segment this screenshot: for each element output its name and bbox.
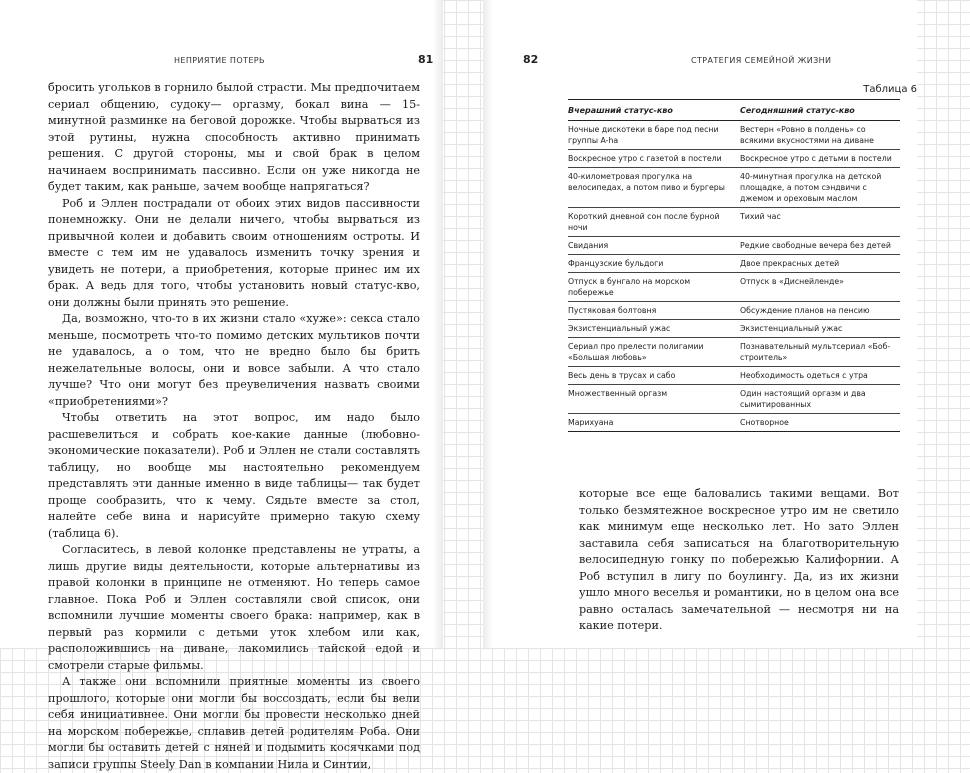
left-paragraph: Роб и Эллен пострадали от обоих этих видов пассивности понемножку. Они не делали ничего, чтобы вырваться из привычной колеи и добавить своим отношениям остроты. И вместе с тем им не удавалось изменить точку зрения и увидеть не потери, а приобретения, которые принес им их брак. А ведь для того, чтобы установить новый статус-кво, они должны были принять это решение. xyxy=(48,196,420,309)
left-paragraph: А также они вспомнили приятные моменты из своего прошлого, которые они могли бы воссоздать, если бы вели себя инициативнее. Они могли бы провести несколько дней на морском побережье, сплавив детей родителям Роба. Они могли бы оставить детей с няней и подымить косячками под записи группы Steely Dan в компании Нила и Синтии, xyxy=(48,675,420,771)
right-page xyxy=(483,0,917,648)
left-body-text xyxy=(48,80,420,773)
cell-yesterday: Пустяковая болтовня xyxy=(568,302,734,320)
left-paragraph: Чтобы ответить на этот вопрос, им надо было расшевелиться и собрать кое-какие данные (любовно-экономические показатели). Роб и Эллен не стали составлять таблицу, но вообще мы настоятельно рекомендуем представлять эти данные именно в виде таблицы— так будет проще сообразить, что к чему. Сядьте вместе за стол, налейте себе вина и нарисуйте примерно такую схему (таблица 6). xyxy=(48,411,420,540)
table-row xyxy=(568,168,900,208)
right-paragraph: которые все еще баловались такими вещами. Вот только безмятежное воскресное утро им не светило как минимум еще несколько лет. Но зато Эллен заставила себя записаться на благотворительную велосипедную гонку по побережью Калифорнии. А Роб вступил в лигу по боулингу. Да, из их жизни ушло много веселья и романтики, но в целом она все равно осталась замечательной — несмотря ни на какие потери. xyxy=(579,487,899,632)
table-row xyxy=(568,367,900,385)
cell-today: Снотворное xyxy=(734,414,900,432)
table-row xyxy=(568,273,900,302)
left-running-head: НЕПРИЯТИЕ ПОТЕРЬ xyxy=(174,56,265,65)
cell-yesterday: 40-километровая прогулка на велосипедах, а потом пиво и бургеры xyxy=(568,168,734,208)
cell-yesterday: Короткий дневной сон после бурной ночи xyxy=(568,208,734,237)
gutter-shadow-right xyxy=(483,0,493,648)
right-body-text xyxy=(579,486,899,635)
cell-today: Воскресное утро с детьми в постели xyxy=(734,150,900,168)
table-row xyxy=(568,150,900,168)
cell-today: Редкие свободные вечера без детей xyxy=(734,237,900,255)
cell-today: Экзистенциальный ужас xyxy=(734,320,900,338)
left-page-number: 81 xyxy=(418,53,434,66)
cell-yesterday: Ночные дискотеки в баре под песни группы A-ha xyxy=(568,121,734,150)
cell-today: Обсуждение планов на пенсию xyxy=(734,302,900,320)
table-row xyxy=(568,385,900,414)
left-paragraph: бросить угольков в горнило былой страсти. Мы предпочитаем сериал общению, судоку— оргазму, бокал вина — 15-минутной разминке на беговой дорожке. Чтобы вырваться из этой рутины, нужна способность активно принимать решения. С другой стороны, мы и свой брак в целом начинаем воспринимать пассивно. Если он уже никогда не будет таким, как раньше, зачем вообще напрягаться? xyxy=(48,81,420,193)
cell-yesterday: Марихуана xyxy=(568,414,734,432)
cell-yesterday: Отпуск в бунгало на морском побережье xyxy=(568,273,734,302)
cell-today: Познавательный мультсериал «Боб-строитель» xyxy=(734,338,900,367)
column-header-today: Сегодняшний статус-кво xyxy=(734,100,900,121)
right-running-head: СТРАТЕГИЯ СЕМЕЙНОЙ ЖИЗНИ xyxy=(691,56,832,65)
table-row xyxy=(568,338,900,367)
cell-today: Двое прекрасных детей xyxy=(734,255,900,273)
cell-today: Отпуск в «Диснейленде» xyxy=(734,273,900,302)
column-header-yesterday: Вчерашний статус-кво xyxy=(568,100,734,121)
table-row xyxy=(568,414,900,432)
table-row xyxy=(568,208,900,237)
left-paragraph: Да, возможно, что-то в их жизни стало «хуже»: секса стало меньше, посмотреть что-то помимо детских мультиков почти не удавалось, а о том, что не вредно было бы брить нежелательные волосы, они и вовсе забыли. А что стало лучше? Что они могут без преувеличения назвать своими «приобретениями»? xyxy=(48,312,420,408)
table-label: Таблица 6 xyxy=(863,84,917,95)
table-row xyxy=(568,237,900,255)
cell-yesterday: Сериал про прелести полигамии «Большая любовь» xyxy=(568,338,734,367)
left-paragraph: Согласитесь, в левой колонке представлены не утраты, а лишь другие виды деятельности, которые альтернативы из правой колонки в принципе не отменяют. Но теперь самое главное. Пока Роб и Эллен составляли свой список, они вспомнили лучшие моменты своего брака: например, как в первый раз кормили с детьми уток хлебом или как, расположившись на диване, лакомились тайской едой и смотрели старые фильмы. xyxy=(48,543,420,672)
cell-yesterday: Экзистенциальный ужас xyxy=(568,320,734,338)
cell-yesterday: Весь день в трусах и сабо xyxy=(568,367,734,385)
table-row xyxy=(568,302,900,320)
status-quo-table xyxy=(568,99,900,432)
table-row xyxy=(568,121,900,150)
right-page-number: 82 xyxy=(523,53,539,66)
cell-today: Необходимость одеться с утра xyxy=(734,367,900,385)
cell-today: Вестерн «Ровно в полдень» со всякими вкусностями на диване xyxy=(734,121,900,150)
cell-today: Один настоящий оргазм и два сымитированных xyxy=(734,385,900,414)
table-row xyxy=(568,320,900,338)
cell-yesterday: Воскресное утро с газетой в постели xyxy=(568,150,734,168)
gutter-shadow-left xyxy=(433,0,443,648)
table-row xyxy=(568,255,900,273)
cell-today: 40-минутная прогулка на детской площадке, а потом сэндвичи с джемом и ореховым маслом xyxy=(734,168,900,208)
cell-yesterday: Французские бульдоги xyxy=(568,255,734,273)
left-page xyxy=(0,0,443,771)
table-header-row xyxy=(568,100,900,121)
cell-today: Тихий час xyxy=(734,208,900,237)
cell-yesterday: Свидания xyxy=(568,237,734,255)
table-body xyxy=(568,121,900,432)
cell-yesterday: Множественный оргазм xyxy=(568,385,734,414)
